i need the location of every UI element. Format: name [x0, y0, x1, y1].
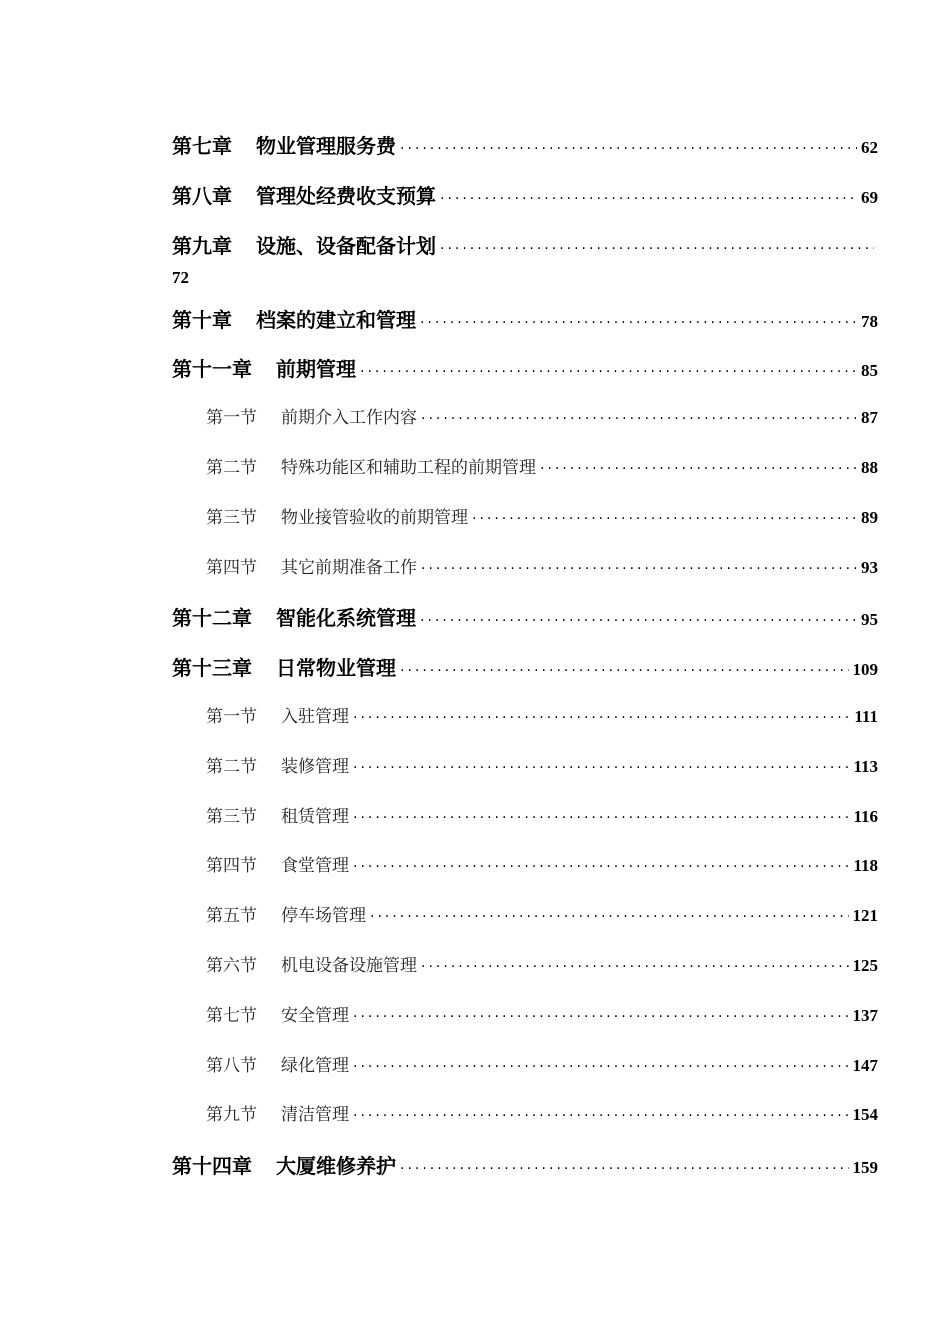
chapter-number: 第十一章 — [172, 357, 252, 382]
page-number: 159 — [852, 1158, 878, 1178]
page-number: 113 — [853, 756, 878, 776]
page-number: 154 — [852, 1105, 878, 1125]
page-number: 62 — [861, 138, 878, 157]
toc-entry-section[interactable] — [172, 403, 878, 453]
section-number: 第四节 — [206, 557, 257, 578]
section-number: 第五节 — [206, 906, 257, 927]
page-number: 85 — [861, 361, 878, 381]
chapter-title: 智能化系统管理 — [276, 606, 416, 631]
toc-entry-chapter[interactable] — [172, 353, 878, 403]
toc-entry-section[interactable] — [172, 901, 878, 951]
dot-leader — [400, 663, 849, 679]
chapter-number: 第九章 — [172, 233, 232, 258]
page-number: 137 — [852, 1005, 878, 1025]
dot-leader — [420, 613, 857, 629]
section-title: 装修管理 — [281, 756, 349, 777]
section-title: 特殊功能区和辅助工程的前期管理 — [281, 457, 536, 478]
page-number: 121 — [852, 906, 878, 926]
dot-leader — [360, 364, 857, 380]
section-title: 安全管理 — [281, 1005, 349, 1026]
chapter-title: 前期管理 — [276, 357, 356, 382]
chapter-title: 设施、设备配备计划 — [256, 233, 436, 258]
page-number: 116 — [853, 806, 878, 826]
page-number: 111 — [854, 706, 878, 726]
dot-leader — [400, 1161, 849, 1177]
toc-entry-section[interactable] — [172, 851, 878, 901]
toc-entry-chapter[interactable] — [172, 130, 878, 180]
toc-entry-section[interactable] — [172, 752, 878, 802]
table-of-contents — [172, 130, 878, 1200]
toc-entry-chapter[interactable] — [172, 652, 878, 702]
page-number: 118 — [853, 856, 878, 876]
dot-leader — [421, 411, 857, 427]
chapter-number: 第十四章 — [172, 1154, 252, 1179]
section-title: 物业接管验收的前期管理 — [281, 507, 468, 528]
section-title: 食堂管理 — [281, 856, 349, 877]
dot-leader — [353, 1059, 849, 1075]
section-title: 其它前期准备工作 — [281, 557, 417, 578]
toc-entry-section[interactable] — [172, 553, 878, 603]
dot-leader — [353, 859, 849, 875]
dot-leader — [353, 810, 849, 826]
dot-leader — [420, 315, 857, 331]
section-number: 第三节 — [206, 507, 257, 528]
dot-leader — [353, 1108, 849, 1124]
dot-leader — [472, 511, 857, 527]
chapter-title: 大厦维修养护 — [276, 1154, 396, 1179]
section-number: 第三节 — [206, 806, 257, 827]
page-number: 93 — [861, 557, 878, 577]
page-number: 78 — [861, 311, 878, 331]
toc-entry-section[interactable] — [172, 1001, 878, 1051]
page-number: 147 — [852, 1055, 878, 1075]
dot-leader — [540, 461, 857, 477]
page-number: 87 — [861, 408, 878, 428]
dot-leader — [370, 909, 849, 925]
toc-entry-chapter[interactable] — [172, 602, 878, 652]
section-number: 第八节 — [206, 1055, 257, 1076]
section-title: 租赁管理 — [281, 806, 349, 827]
section-title: 前期介入工作内容 — [281, 408, 417, 429]
dot-leader — [353, 710, 850, 726]
section-number: 第六节 — [206, 955, 257, 976]
page-number: 89 — [861, 507, 878, 527]
section-number: 第九节 — [206, 1105, 257, 1126]
chapter-number: 第十二章 — [172, 606, 252, 631]
section-title: 绿化管理 — [281, 1055, 349, 1076]
section-number: 第四节 — [206, 856, 257, 877]
section-title: 停车场管理 — [281, 906, 366, 927]
chapter-number: 第八章 — [172, 183, 232, 208]
page-number: 72 — [172, 267, 189, 287]
toc-entry-chapter[interactable] — [172, 304, 878, 354]
dot-leader — [353, 1009, 849, 1025]
toc-entry-chapter[interactable] — [172, 230, 878, 304]
page-number: 109 — [852, 660, 878, 680]
section-number: 第二节 — [206, 457, 257, 478]
chapter-number: 第七章 — [172, 134, 232, 158]
dot-leader — [421, 561, 857, 577]
chapter-title: 档案的建立和管理 — [256, 307, 416, 332]
section-number: 第七节 — [206, 1005, 257, 1026]
dot-leader — [440, 191, 857, 207]
chapter-title: 管理处经费收支预算 — [256, 183, 436, 208]
section-title: 清洁管理 — [281, 1105, 349, 1126]
section-number: 第一节 — [206, 706, 257, 727]
chapter-title: 物业管理服务费 — [256, 134, 396, 158]
chapter-number: 第十三章 — [172, 656, 252, 681]
toc-entry-chapter[interactable] — [172, 1150, 878, 1200]
toc-entry-section[interactable] — [172, 1051, 878, 1101]
toc-entry-section[interactable] — [172, 702, 878, 752]
chapter-number: 第十章 — [172, 307, 232, 332]
chapter-title: 日常物业管理 — [276, 656, 396, 681]
page-number: 95 — [861, 610, 878, 630]
section-number: 第二节 — [206, 756, 257, 777]
dot-leader — [400, 141, 857, 157]
section-title: 入驻管理 — [281, 706, 349, 727]
toc-entry-section[interactable] — [172, 453, 878, 503]
toc-entry-chapter[interactable] — [172, 180, 878, 230]
section-number: 第一节 — [206, 408, 257, 429]
dot-leader — [353, 760, 849, 776]
toc-entry-section[interactable] — [172, 951, 878, 1001]
toc-entry-section[interactable] — [172, 802, 878, 852]
toc-entry-section[interactable] — [172, 503, 878, 553]
section-title: 机电设备设施管理 — [281, 955, 417, 976]
dot-leader — [421, 959, 849, 975]
page-number: 69 — [861, 187, 878, 207]
page-number: 125 — [852, 955, 878, 975]
toc-entry-section[interactable] — [172, 1100, 878, 1150]
dot-leader — [440, 241, 874, 257]
page-number: 88 — [861, 457, 878, 477]
